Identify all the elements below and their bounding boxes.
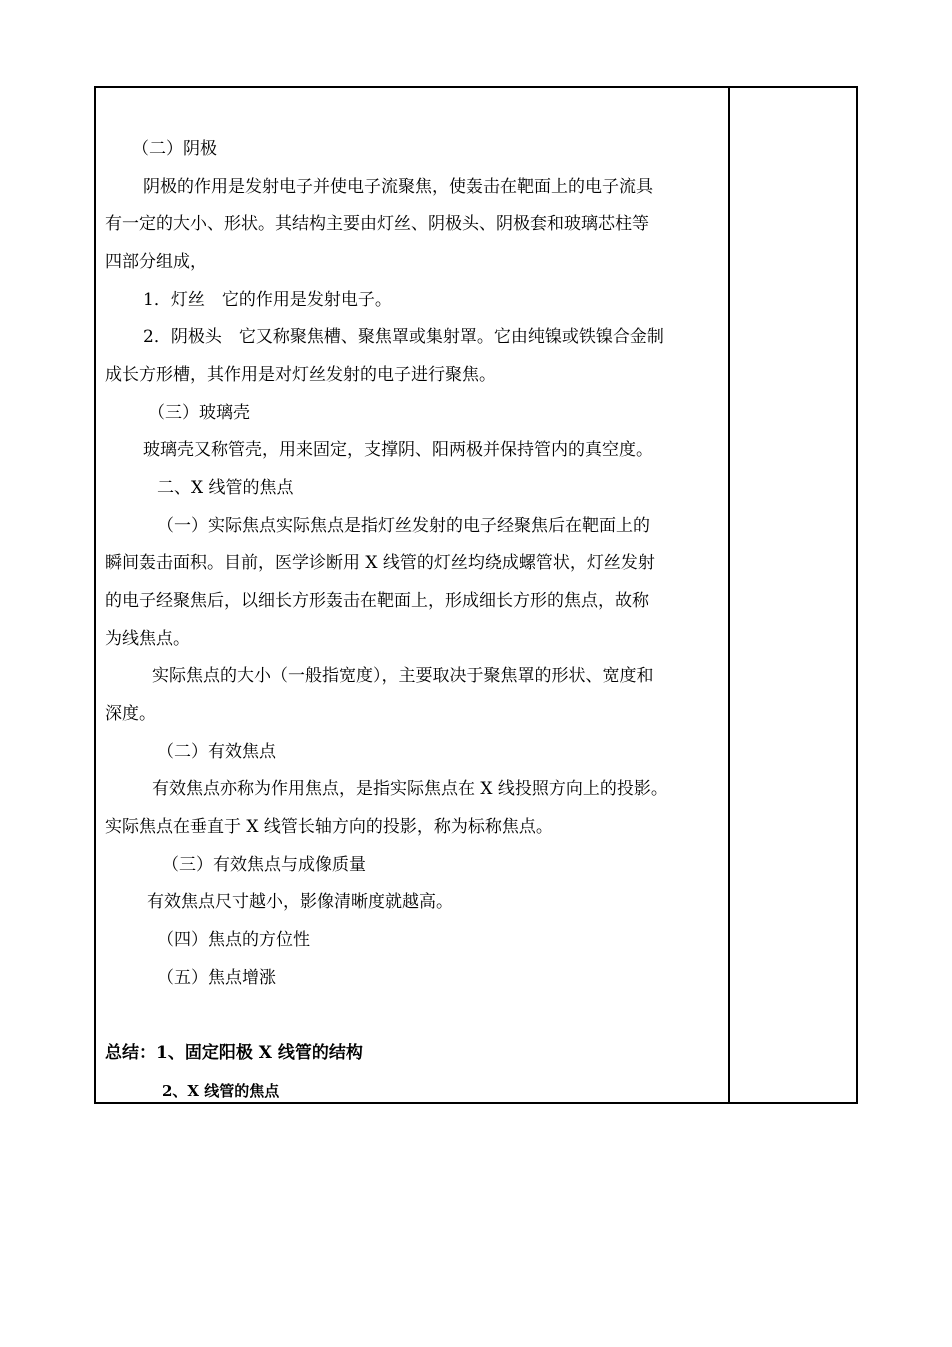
- list-item: 1．灯丝 它的作用是发射电子。: [143, 290, 392, 310]
- paragraph-line: 有效焦点亦称为作用焦点，是指实际焦点在 X 线投照方向上的投影。: [152, 779, 668, 799]
- content-table: [94, 86, 858, 1104]
- heading-cathode: （二）阴极: [132, 139, 217, 159]
- paragraph-line: 深度。: [105, 704, 156, 724]
- subheading-image-quality: （三）有效焦点与成像质量: [162, 855, 366, 875]
- subheading-focus-blooming: （五）焦点增涨: [157, 968, 276, 988]
- section-heading-focus: 二、X 线管的焦点: [157, 478, 294, 498]
- paragraph-line: 瞬间轰击面积。目前，医学诊断用 X 线管的灯丝均绕成螺管状，灯丝发射: [105, 553, 655, 573]
- subheading-effective-focus: （二）有效焦点: [157, 742, 276, 762]
- paragraph-line: 有一定的大小、形状。其结构主要由灯丝、阴极头、阴极套和玻璃芯柱等: [105, 214, 649, 234]
- list-item: 2．阴极头 它又称聚焦槽、聚焦罩或集射罩。它由纯镍或铁镍合金制: [143, 327, 664, 347]
- paragraph-line: 成长方形槽，其作用是对灯丝发射的电子进行聚焦。: [105, 365, 496, 385]
- paragraph-line: （一）实际焦点实际焦点是指灯丝发射的电子经聚焦后在靶面上的: [157, 516, 650, 536]
- paragraph-line: 的电子经聚焦后，以细长方形轰击在靶面上，形成细长方形的焦点，故称: [105, 591, 649, 611]
- paragraph-line: 实际焦点在垂直于 X 线管长轴方向的投影，称为标称焦点。: [105, 817, 553, 837]
- paragraph-line: 有效焦点尺寸越小，影像清晰度就越高。: [147, 892, 453, 912]
- heading-glass-shell: （三）玻璃壳: [148, 403, 250, 423]
- summary-line: 总结：1、固定阳极 X 线管的结构: [105, 1043, 363, 1063]
- paragraph-line: 阴极的作用是发射电子并使电子流聚焦，使轰击在靶面上的电子流具: [143, 177, 653, 197]
- notes-cell: [730, 88, 856, 1102]
- main-content-cell: [96, 88, 728, 1102]
- paragraph-line: 玻璃壳又称管壳，用来固定，支撑阴、阳两极并保持管内的真空度。: [143, 440, 653, 460]
- paragraph-line: 实际焦点的大小（一般指宽度），主要取决于聚焦罩的形状、宽度和: [152, 666, 654, 686]
- paragraph-line: 四部分组成，: [105, 252, 207, 272]
- summary-line: 2、X 线管的焦点: [162, 1082, 280, 1100]
- paragraph-line: 为线焦点。: [105, 629, 190, 649]
- subheading-focus-orientation: （四）焦点的方位性: [157, 930, 310, 950]
